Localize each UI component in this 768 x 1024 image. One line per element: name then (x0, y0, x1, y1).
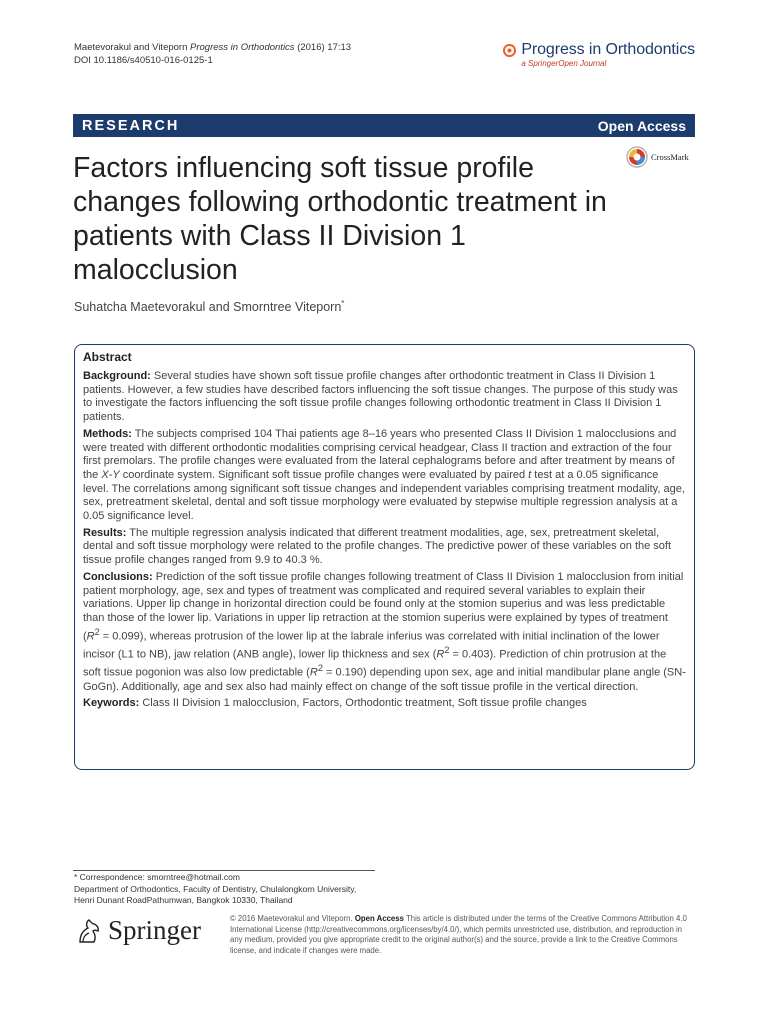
journal-logo[interactable] (503, 41, 695, 68)
methods-text-a: The subjects comprised 104 Thai patients age 8–16 years who presented Class II Division 1 malocclusions and were treated with different orthodontic modalities comprising cervical headgear, Class II traction and extraction of the four first premolars. The profile changes were evaluated from the lateral cephalograms before and after treatment by means of the (83, 427, 677, 481)
abstract-conclusions (83, 571, 686, 695)
results-text: The multiple regression analysis indicated that different treatment modalities, age, sex, pretreatment skeletal, dental and soft tissue morphology were related to the profile changes. The predictive power of these variables on the soft tissue profile changes ranged from 9.9 to 40.3 %. (83, 526, 672, 567)
conclusions-text-d: = 0.190) depending upon sex, age and initial mandibular plane angle (SN-GoGn). Additionally, age and sex also had mainly effect on change of the soft tissue profile in the vertical direction. (83, 667, 686, 693)
footnote (74, 872, 356, 907)
citation-line (74, 41, 351, 54)
springer-name: Springer (108, 915, 201, 945)
citation-journal: Progress in Orthodontics (190, 42, 295, 53)
abstract-heading: Abstract (83, 350, 132, 364)
open-access-label[interactable]: Open Access (597, 117, 686, 134)
conclusions-text-b: = 0.099), whereas protrusion of the lower lip at the labrale inferius was correlated with initial inclination of the lower incisor (L1 to NB), jaw relation (ANB angle), lower lip thickness and sex ( (83, 630, 660, 661)
methods-text-c: test at a 0.05 significance level. The correlations among significant soft tissue changes and independent variables comprising treatment modality, age, sex, pretreatment skeletal, dental and soft tissue morphology were evaluated by stepwise multiple regression analysis at a 0.05 significance level. (83, 468, 685, 523)
methods-t: t (528, 468, 532, 481)
journal-subtitle: a SpringerOpen Journal (521, 59, 607, 68)
r-exp: 2 (317, 663, 323, 674)
license-text (230, 914, 696, 956)
abstract-box (74, 344, 695, 770)
springer-horse-icon (74, 916, 104, 946)
correspondence-email[interactable]: * Correspondence: smorntree@hotmail.com (74, 872, 240, 882)
article-type-label: RESEARCH (82, 117, 180, 134)
r-exp: 2 (94, 626, 100, 637)
methods-xy: X-Y (101, 468, 120, 481)
conclusions-text-a: Prediction of the soft tissue profile changes following treatment of Class II Division 1 malocclusion from initial patient morphology, age, sex and types of treatment was complicated and required several variables to explain their variations. Upper lip change in horizontal direction could be found only at the stomion superius and was less predictable than those of the lower lip. Variations in upper lip retraction at the stomion superius were explained by types of treatment ( (83, 570, 684, 643)
methods-text-b: coordinate system. Significant soft tissue profile changes were evaluated by paired (122, 468, 526, 481)
affiliation-line-2: Henri Dunant RoadPathumwan, Bangkok 10330, Thailand (74, 895, 293, 905)
license-body: This article is distributed under the terms of the Creative Commons Attribution 4.0 International License (http://creativecommons.org/licenses/by/4.0/), which permits unrestricted use, distribution, and reproduction in any medium, provided you give appropriate credit to the original author(s) and the source, provide a link to the Creative Commons license, and indicate if changes were made. (230, 914, 687, 955)
abstract-background (83, 370, 686, 425)
corresponding-mark: * (341, 299, 345, 308)
citation-details: (2016) 17:13 (297, 42, 352, 53)
author-list (74, 299, 344, 314)
conclusions-label: Conclusions: (83, 570, 153, 583)
background-text: Several studies have shown soft tissue profile changes after orthodontic treatment in Class II Division 1 patients. However, a few studies have described factors influencing the soft tissue changes. The purpose of this study was to investigate the factors influencing the soft tissue profile changes following orthodontic treatment in Class II Division 1 patients. (83, 370, 678, 424)
springer-logo (74, 915, 201, 946)
footnote-divider (73, 870, 375, 871)
abstract-results (83, 527, 686, 568)
crossmark-icon (626, 146, 648, 168)
abstract-keywords (83, 697, 686, 711)
article-type-bar (73, 114, 695, 137)
background-label: Background: (83, 370, 151, 382)
license-open-access: Open Access (354, 914, 404, 923)
citation-authors: Maetevorakul and Viteporn (74, 42, 188, 53)
affiliation-line-1: Department of Orthodontics, Faculty of Dentistry, Chulalongkorn University, (74, 883, 357, 894)
r-symbol: R (86, 630, 95, 643)
r-symbol: R (436, 648, 445, 661)
journal-logo-icon (503, 44, 516, 57)
doi[interactable]: DOI 10.1186/s40510-016-0125-1 (74, 55, 213, 66)
crossmark-badge[interactable] (626, 146, 689, 168)
r-symbol: R (309, 667, 318, 680)
citation-header (74, 41, 351, 67)
r-exp: 2 (444, 645, 450, 656)
conclusions-text-c: = 0.403). Prediction of chin protrusion at the soft tissue pogonion was also low predictable ( (83, 648, 667, 680)
license-copyright: © 2016 Maetevorakul and Viteporn. (230, 914, 353, 923)
methods-label: Methods: (83, 427, 132, 440)
journal-name: Progress in Orthodontics (521, 41, 695, 58)
keywords-label: Keywords: (83, 697, 140, 710)
results-label: Results: (83, 526, 127, 539)
crossmark-label: CrossMark (651, 152, 689, 162)
abstract-methods (83, 428, 686, 524)
authors: Suhatcha Maetevorakul and Smorntree Viteporn (74, 300, 342, 315)
keywords-text: Class II Division 1 malocclusion, Factors, Orthodontic treatment, Soft tissue profile changes (142, 697, 587, 710)
article-title: Factors influencing soft tissue profile changes following orthodontic treatment in patients with Class II Division 1 malocclusion (73, 152, 607, 286)
